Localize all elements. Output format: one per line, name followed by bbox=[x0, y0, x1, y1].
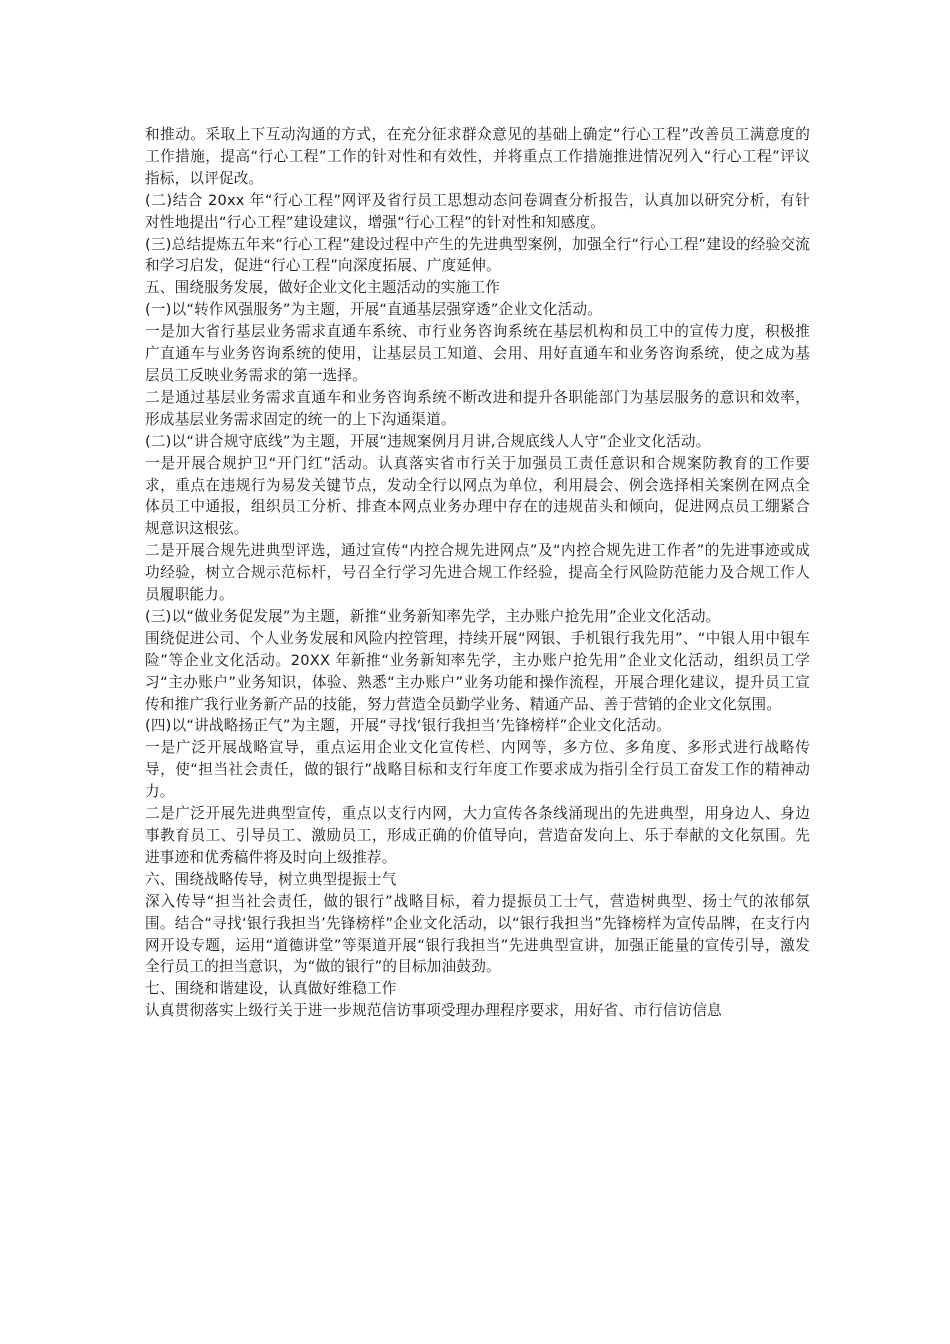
paragraph: 二是开展合规先进典型评选，通过宣传“内控合规先进网点”及“内控合规先进工作者”的先进事迹或成功经验，树立合规示范标杆，号召全行学习先进合规工作经验，提高全行风险防范能力及合规工作人员履职能力。 bbox=[145, 542, 810, 604]
subsection-heading: (三)以“做业务促发展”为主题，新推“业务新知率先学，主办账户抢先用”企业文化活动。 bbox=[145, 607, 721, 625]
section-heading: 六、围绕战略传导，树立典型提振士气 bbox=[145, 870, 397, 888]
section-heading: 五、围绕服务发展，做好企业文化主题活动的实施工作 bbox=[145, 279, 501, 297]
subsection-heading: (二)以“讲合规守底线”为主题，开展“违规案例月月讲,合规底线人人守”企业文化活动。 bbox=[145, 432, 711, 450]
paragraph: 认真贯彻落实上级行关于进一步规范信访事项受理办理程序要求，用好省、市行信访信息 bbox=[145, 1002, 722, 1020]
paragraph: 和推动。采取上下互动沟通的方式，在充分征求群众意见的基础上确定“行心工程”改善员工满意度的工作措施，提高“行心工程”工作的针对性和有效性，并将重点工作措施推进情况列入“行心工程”评议指标，以评促改。 bbox=[145, 126, 810, 187]
section-heading: 七、围绕和谐建设，认真做好维稳工作 bbox=[145, 980, 397, 998]
subsection-heading: (一)以“转作风强服务”为主题，开展“直通基层强穿透”企业文化活动。 bbox=[145, 301, 603, 319]
document-body bbox=[145, 124, 810, 1022]
paragraph: 一是加大省行基层业务需求直通车系统、市行业务咨询系统在基层机构和员工中的宣传力度，积极推广直通车与业务咨询系统的使用，让基层员工知道、会用、用好直通车和业务咨询系统，使之成为基层员工反映业务需求的第一选择。 bbox=[145, 323, 810, 384]
paragraph: (二)结合 20xx 年“行心工程”网评及省行员工思想动态问卷调查分析报告，认真加以研究分析，有针对性地提出“行心工程”建设建议，增强“行心工程”的针对性和知感度。 bbox=[145, 191, 810, 231]
paragraph: 一是广泛开展战略宣导，重点运用企业文化宣传栏、内网等，多方位、多角度、多形式进行战略传导，使“担当社会责任，做的银行”战略目标和支行年度工作要求成为指引全行员工奋发工作的精神动力。 bbox=[145, 739, 810, 801]
paragraph: 二是广泛开展先进典型宣传，重点以支行内网，大力宣传各条线涌现出的先进典型，用身边人、身边事教育员工、引导员工、激励员工，形成正确的价值导向，营造奋发向上、乐于奉献的文化氛围。先进事迹和优秀稿件将及时向上级推荐。 bbox=[145, 805, 810, 866]
paragraph: 一是开展合规护卫“开门红”活动。认真落实省市行关于加强员工责任意识和合规案防教育的工作要求，重点在违规行为易发关键节点，发动全行以网点为单位，利用晨会、例会选择相关案例在网点全体员工中通报，组织员工分析、排查本网点业务办理中存在的违规苗头和倾向，促进网点员工绷紧合规意识这根弦。 bbox=[145, 454, 810, 538]
paragraph: 围绕促进公司、个人业务发展和风险内控管理，持续开展“网银、手机银行我先用”、“中银人用中银车险”等企业文化活动。20XX 年新推“业务新知率先学，主办账户抢先用”企业文化活动，组织员工学习“主办账户”业务知识，体验、熟悉“主办账户”业务功能和操作流程，开展合理化建议，提升员工宣传和推广我行业务新产品的技能，努力营造全员勤学业务、精通产品、善于营销的企业文化氛围。 bbox=[145, 629, 810, 713]
paragraph: 深入传导“担当社会责任，做的银行”战略目标，着力提振员工士气，营造树典型、扬士气的浓郁氛围。结合“寻找‘银行我担当’先锋榜样”企业文化活动，以“银行我担当”先锋榜样为宣传品牌，在支行内网开设专题，运用“道德讲堂”等渠道开展“银行我担当”先进典型宣讲，加强正能量的宣传引导，激发全行员工的担当意识，为“做的银行”的目标加油鼓劲。 bbox=[145, 892, 810, 976]
paragraph: 二是通过基层业务需求直通车和业务咨询系统不断改进和提升各职能部门为基层服务的意识和效率，形成基层业务需求固定的统一的上下沟通渠道。 bbox=[145, 388, 810, 428]
paragraph: (三)总结提炼五年来“行心工程”建设过程中产生的先进典型案例，加强全行“行心工程”建设的经验交流和学习启发，促进“行心工程”向深度拓展、广度延伸。 bbox=[145, 235, 810, 275]
subsection-heading: (四)以“讲战略扬正气”为主题，开展“寻找‘银行我担当’先锋榜样”企业文化活动。 bbox=[145, 717, 671, 735]
